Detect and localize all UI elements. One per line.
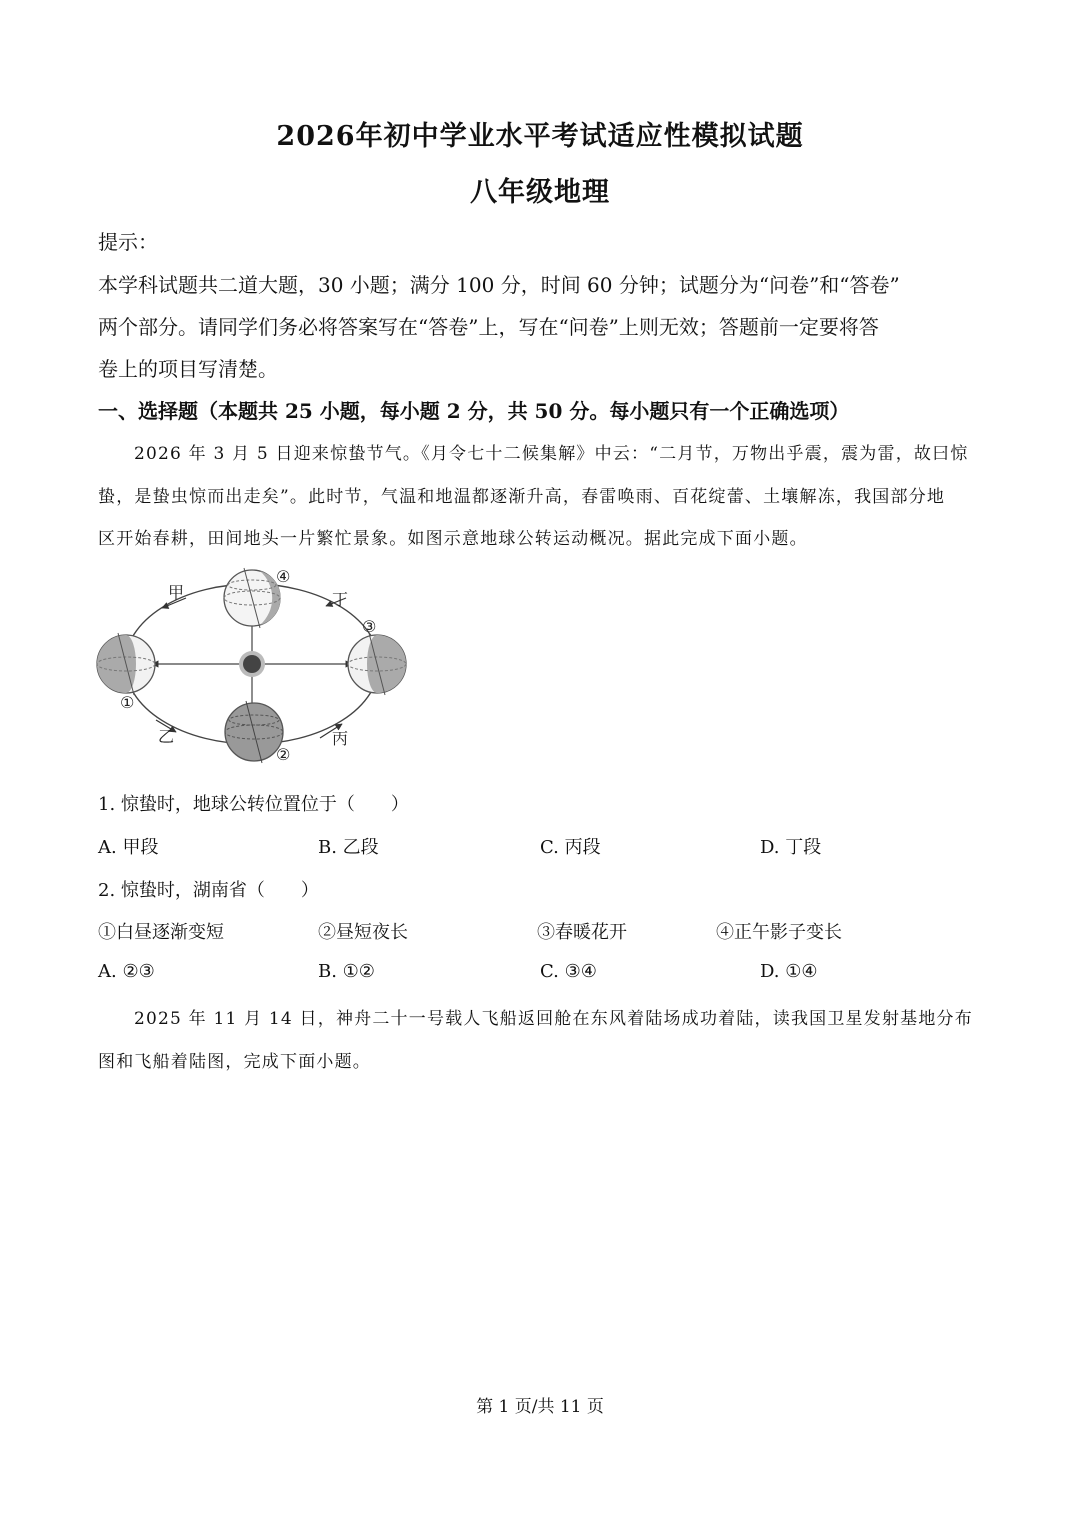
position-label: ② <box>276 745 291 764</box>
notice-line: 卷上的项目写清楚。 <box>98 357 278 381</box>
statement-item: ①白昼逐渐变短 <box>98 922 224 943</box>
section-heading: 一、选择题（本题共 25 小题，每小题 2 分，共 50 分。每小题只有一个正确选项） <box>98 399 850 423</box>
notice-label: 提示： <box>98 230 158 254</box>
statement-item: ③春暖花开 <box>537 922 627 943</box>
notice-line: 本学科试题共二道大题，30 小题；满分 100 分，时间 60 分钟；试题分为“问卷”和“答卷” <box>98 273 900 297</box>
statement-item: ②昼短夜长 <box>318 922 408 943</box>
passage-line: 2026 年 3 月 5 日迎来惊蛰节气。《月令七十二候集解》中云：“二月节，万物出乎震，震为雷，故曰惊 <box>134 444 969 464</box>
option-c[interactable]: C. ③④ <box>540 961 597 982</box>
option-d[interactable]: D. 丁段 <box>760 837 822 858</box>
page-footer: 第 1 页/共 11 页 <box>476 1397 604 1417</box>
notice-line: 两个部分。请同学们务必将答案写在“答卷”上，写在“问卷”上则无效；答题前一定要将答 <box>98 315 879 339</box>
segment-label: 丙 <box>332 729 349 748</box>
position-label: ③ <box>362 617 377 636</box>
passage-line: 蛰，是蛰虫惊而出走矣”。此时节，气温和地温都逐渐升高，春雷唤雨、百花绽蕾、土壤解冻，我国部分地 <box>98 487 946 507</box>
exam-subtitle: 八年级地理 <box>470 177 610 208</box>
passage-line: 图和飞船着陆图，完成下面小题。 <box>98 1052 371 1072</box>
passage-line: 区开始春耕，田间地头一片繁忙景象。如图示意地球公转运动概况。据此完成下面小题。 <box>98 529 808 549</box>
question-stem: 1. 惊蛰时，地球公转位置位于（ ） <box>98 794 409 815</box>
segment-label: 丁 <box>332 590 349 609</box>
option-a[interactable]: A. 甲段 <box>98 837 159 858</box>
option-a[interactable]: A. ②③ <box>98 961 155 982</box>
statement-item: ④正午影子变长 <box>716 922 842 943</box>
position-label: ④ <box>276 567 291 586</box>
option-c[interactable]: C. 丙段 <box>540 837 601 858</box>
earth-icon <box>225 701 283 763</box>
sun-icon <box>239 651 265 677</box>
option-d[interactable]: D. ①④ <box>760 961 818 982</box>
question-stem: 2. 惊蛰时，湖南省（ ） <box>98 880 319 901</box>
passage-line: 2025 年 11 月 14 日，神舟二十一号载人飞船返回舱在东风着陆场成功着陆，读我国卫星发射基地分布 <box>134 1009 973 1029</box>
earth-icon <box>97 633 155 695</box>
exam-title: 2026年初中学业水平考试适应性模拟试题 <box>276 121 804 152</box>
earth-orbit-diagram <box>94 560 414 770</box>
segment-label: 甲 <box>168 583 185 602</box>
option-b[interactable]: B. ①② <box>318 961 375 982</box>
earth-icon <box>348 633 406 695</box>
earth-icon <box>224 568 281 628</box>
position-label: ① <box>120 693 135 712</box>
option-b[interactable]: B. 乙段 <box>318 837 379 858</box>
segment-label: 乙 <box>158 727 175 746</box>
